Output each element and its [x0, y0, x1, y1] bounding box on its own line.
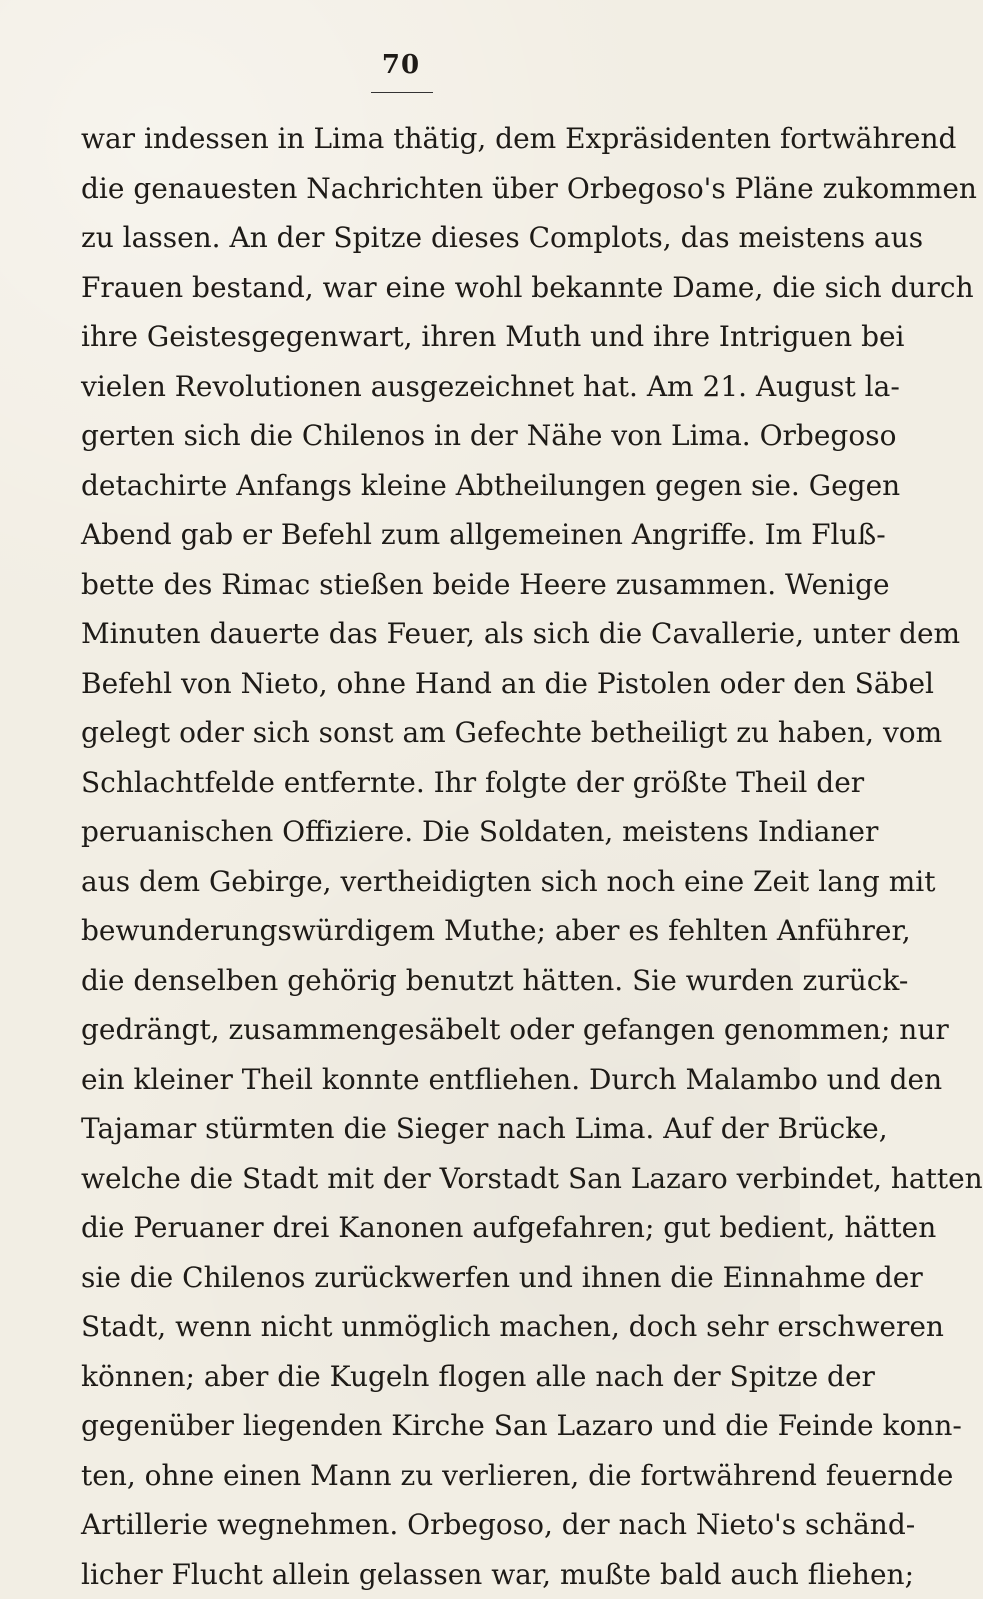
text-line: Frauen bestand, war eine wohl bekannte Dame, die sich durch — [81, 263, 731, 313]
text-line: war indessen in Lima thätig, dem Expräsidenten fortwährend — [81, 114, 731, 164]
body-text — [81, 114, 731, 1599]
text-line: gerten sich die Chilenos in der Nähe von Lima. Orbegoso — [81, 411, 731, 461]
text-line: ten, ohne einen Mann zu verlieren, die fortwährend feuernde — [81, 1451, 731, 1501]
text-line: gelegt oder sich sonst am Gefechte betheiligt zu haben, vom — [81, 708, 731, 758]
text-line: gedrängt, zusammengesäbelt oder gefangen genommen; nur — [81, 1005, 731, 1055]
text-line: können; aber die Kugeln flogen alle nach der Spitze der — [81, 1352, 731, 1402]
text-line: peruanischen Offiziere. Die Soldaten, meistens Indianer — [81, 807, 731, 857]
text-line: die genauesten Nachrichten über Orbegoso's Pläne zukommen — [81, 164, 731, 214]
text-line: gegenüber liegenden Kirche San Lazaro und die Feinde konn- — [81, 1401, 731, 1451]
page-number-rule — [371, 92, 433, 93]
text-line: zu lassen. An der Spitze dieses Complots, das meistens aus — [81, 213, 731, 263]
text-line: licher Flucht allein gelassen war, mußte bald auch fliehen; — [81, 1550, 731, 1599]
text-line: Artillerie wegnehmen. Orbegoso, der nach Nieto's schänd- — [81, 1500, 731, 1550]
text-line: Befehl von Nieto, ohne Hand an die Pistolen oder den Säbel — [81, 659, 731, 709]
text-line: aus dem Gebirge, vertheidigten sich noch eine Zeit lang mit — [81, 857, 731, 907]
text-line: welche die Stadt mit der Vorstadt San Lazaro verbindet, hatten — [81, 1154, 731, 1204]
page-number: 70 — [376, 52, 426, 78]
text-line: Tajamar stürmten die Sieger nach Lima. Auf der Brücke, — [81, 1104, 731, 1154]
text-line: Stadt, wenn nicht unmöglich machen, doch sehr erschweren — [81, 1302, 731, 1352]
text-line: bette des Rimac stießen beide Heere zusammen. Wenige — [81, 560, 731, 610]
text-line: Schlachtfelde entfernte. Ihr folgte der größte Theil der — [81, 758, 731, 808]
text-line: die Peruaner drei Kanonen aufgefahren; gut bedient, hätten — [81, 1203, 731, 1253]
text-line: Minuten dauerte das Feuer, als sich die Cavallerie, unter dem — [81, 609, 731, 659]
text-line: bewunderungswürdigem Muthe; aber es fehlten Anführer, — [81, 906, 731, 956]
text-line: sie die Chilenos zurückwerfen und ihnen die Einnahme der — [81, 1253, 731, 1303]
text-line: ein kleiner Theil konnte entfliehen. Durch Malambo und den — [81, 1055, 731, 1105]
text-line: ihre Geistesgegenwart, ihren Muth und ihre Intriguen bei — [81, 312, 731, 362]
text-line: vielen Revolutionen ausgezeichnet hat. Am 21. August la- — [81, 362, 731, 412]
text-line: die denselben gehörig benutzt hätten. Sie wurden zurück- — [81, 956, 731, 1006]
text-line: Abend gab er Befehl zum allgemeinen Angriffe. Im Fluß- — [81, 510, 731, 560]
text-line: detachirte Anfangs kleine Abtheilungen gegen sie. Gegen — [81, 461, 731, 511]
